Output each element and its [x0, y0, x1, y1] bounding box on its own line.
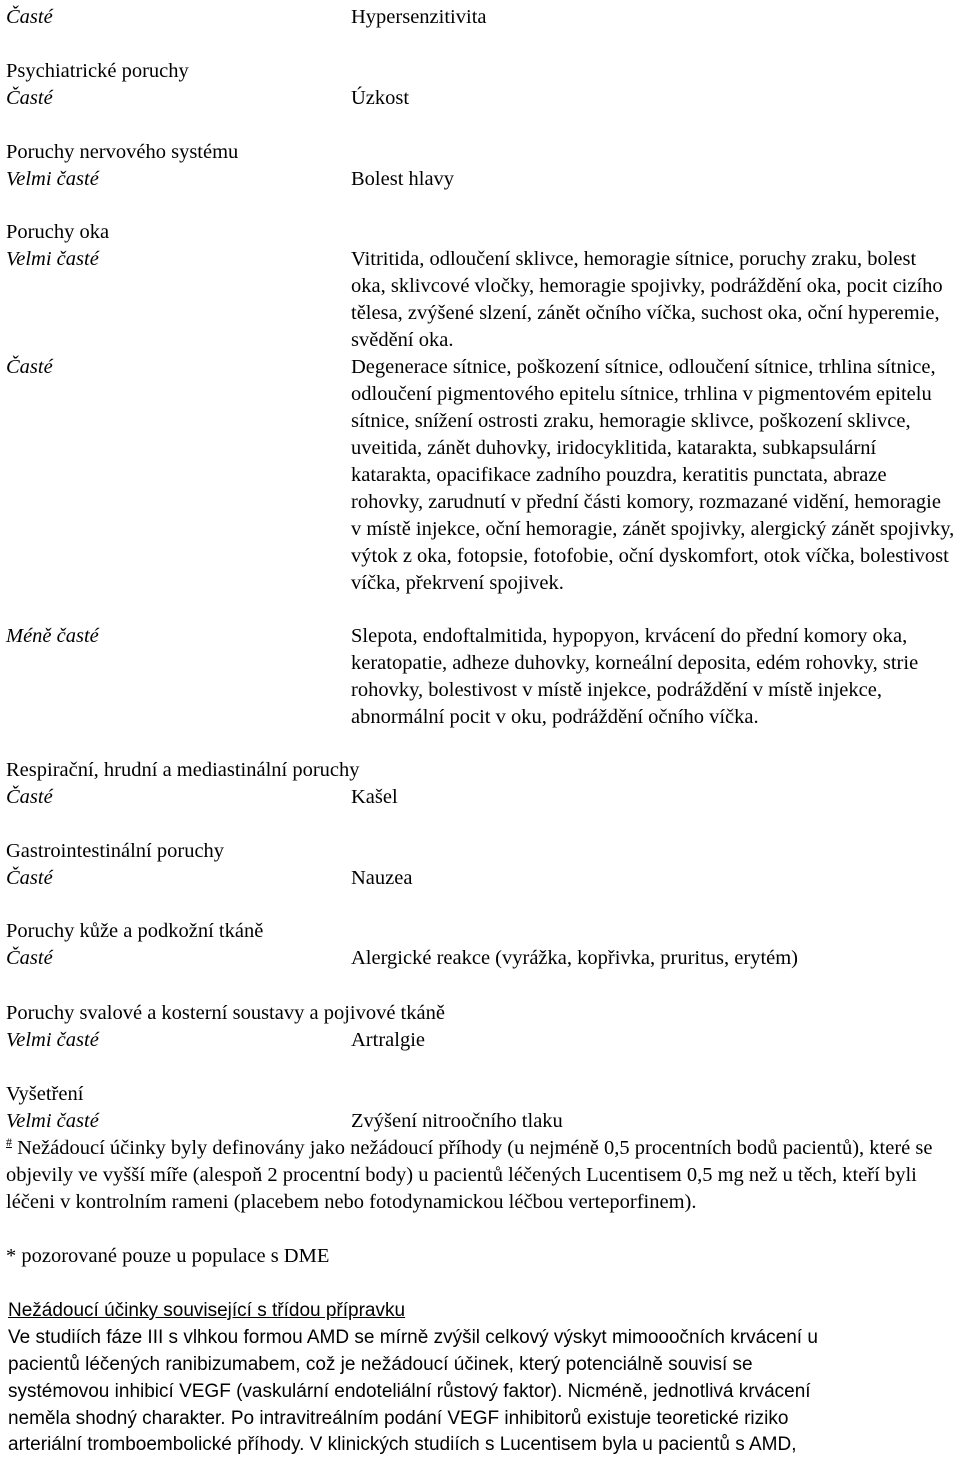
adverse-effect: Hypersenzitivita: [351, 6, 487, 28]
frequency-label: Méně časté: [6, 625, 99, 647]
frequency-label: Časté: [6, 947, 53, 969]
adverse-effect: Zvýšení nitroočního tlaku: [351, 1110, 563, 1132]
adverse-effect: Vitritida, odloučení sklivce, hemoragie sítnice, poruchy zraku, bolest oka, sklivcové vločky, hemoragie spojivky, podráždění oka, pocit cizího tělesa, zvýšené slzení, zánět očního víčka, suchost oka, oční hyperemie, svědění oka.: [351, 248, 943, 351]
frequency-label: Velmi časté: [6, 1110, 99, 1132]
frequency-label: Velmi časté: [6, 168, 99, 190]
footnote-marker: #: [6, 1135, 12, 1149]
asterisk-footnote: * pozorované pouze u populace s DME: [6, 1245, 330, 1267]
organ-class-heading: Respirační, hrudní a mediastinální poruchy: [6, 759, 360, 781]
section-heading: Nežádoucí účinky související s třídou přípravku: [8, 1300, 406, 1321]
frequency-label: Časté: [6, 6, 53, 28]
footnote-text: Nežádoucí účinky byly definovány jako nežádoucí příhody (u nejméně 0,5 procentních bodů pacientů), které se objevily ve vyšší míře (alespoň 2 procentní body) u pacientů léčených Lucentisem 0,5 mg než u těch, kteří byli léčeni v kontrolním rameni (placebem nebo fotodynamickou léčbou verteporfinem).: [6, 1137, 933, 1213]
organ-class-heading: Poruchy kůže a podkožní tkáně: [6, 920, 264, 942]
frequency-label: Časté: [6, 356, 53, 378]
frequency-label: Časté: [6, 87, 53, 109]
adverse-effect: Kašel: [351, 786, 398, 808]
paragraph-line: Ve studiích fáze III s vlhkou formou AMD se mírně zvýšil celkový výskyt mimooočních krvácení u: [8, 1327, 818, 1348]
frequency-label: Časté: [6, 867, 53, 889]
adverse-effect: Bolest hlavy: [351, 168, 455, 190]
organ-class-heading: Poruchy oka: [6, 221, 110, 243]
organ-class-heading: Vyšetření: [6, 1083, 84, 1105]
adverse-effect: Degenerace sítnice, poškození sítnice, odloučení sítnice, trhlina sítnice, odloučení pigmentového epitelu sítnice, trhlina v pigmentovém epitelu sítnice, snížení ostrosti zraku, hemoragie sklivce, poškození sklivce, uveitida, zánět duhovky, iridocyklitida, katarakta, subkapsulární katarakta, opacifikace zadního pouzdra, keratitis punctata, abraze rohovky, zarudnutí v přední části komory, rozmazané vidění, hemoragie v místě injekce, oční hemoragie, zánět spojivky, alergický zánět spojivky, výtok z oka, fotopsie, fotofobie, oční dyskomfort, otok víčka, bolestivost víčka, překrvení spojivek.: [351, 356, 955, 594]
frequency-label: Časté: [6, 786, 53, 808]
paragraph-line: pacientů léčených ranibizumabem, což je nežádoucí účinek, který potenciálně souvisí se: [8, 1354, 753, 1375]
adverse-effect: Alergické reakce (vyrážka, kopřivka, pruritus, erytém): [351, 947, 799, 969]
organ-class-heading: Psychiatrické poruchy: [6, 60, 189, 82]
paragraph-line: systémovou inhibicí VEGF (vaskulární endoteliální růstový faktor). Nicméně, jednotlivá krvácení: [8, 1381, 811, 1402]
paragraph-line: neměla shodný charakter. Po intravitreálním podání VEGF inhibitorů existuje teoretické riziko: [8, 1408, 789, 1429]
adverse-effect: Úzkost: [351, 87, 410, 109]
organ-class-heading: Gastrointestinální poruchy: [6, 840, 225, 862]
adverse-effect: Nauzea: [351, 867, 413, 889]
adverse-effect: Slepota, endoftalmitida, hypopyon, krvácení do přední komory oka, keratopatie, adheze duhovky, korneální deposita, edém rohovky, strie rohovky, bolestivost v místě injekce, podráždění v místě injekce, abnormální pocit v oku, podráždění očního víčka.: [351, 625, 919, 728]
organ-class-heading: Poruchy nervového systému: [6, 141, 239, 163]
adverse-effect: Artralgie: [351, 1029, 425, 1051]
frequency-label: Velmi časté: [6, 1029, 99, 1051]
paragraph-line: arteriální tromboembolické příhody. V klinických studiích s Lucentisem byla u pacientů s AMD,: [8, 1434, 797, 1455]
organ-class-heading: Poruchy svalové a kosterní soustavy a pojivové tkáně: [6, 1002, 445, 1024]
frequency-label: Velmi časté: [6, 248, 99, 270]
hash-footnote: [6, 1135, 956, 1216]
